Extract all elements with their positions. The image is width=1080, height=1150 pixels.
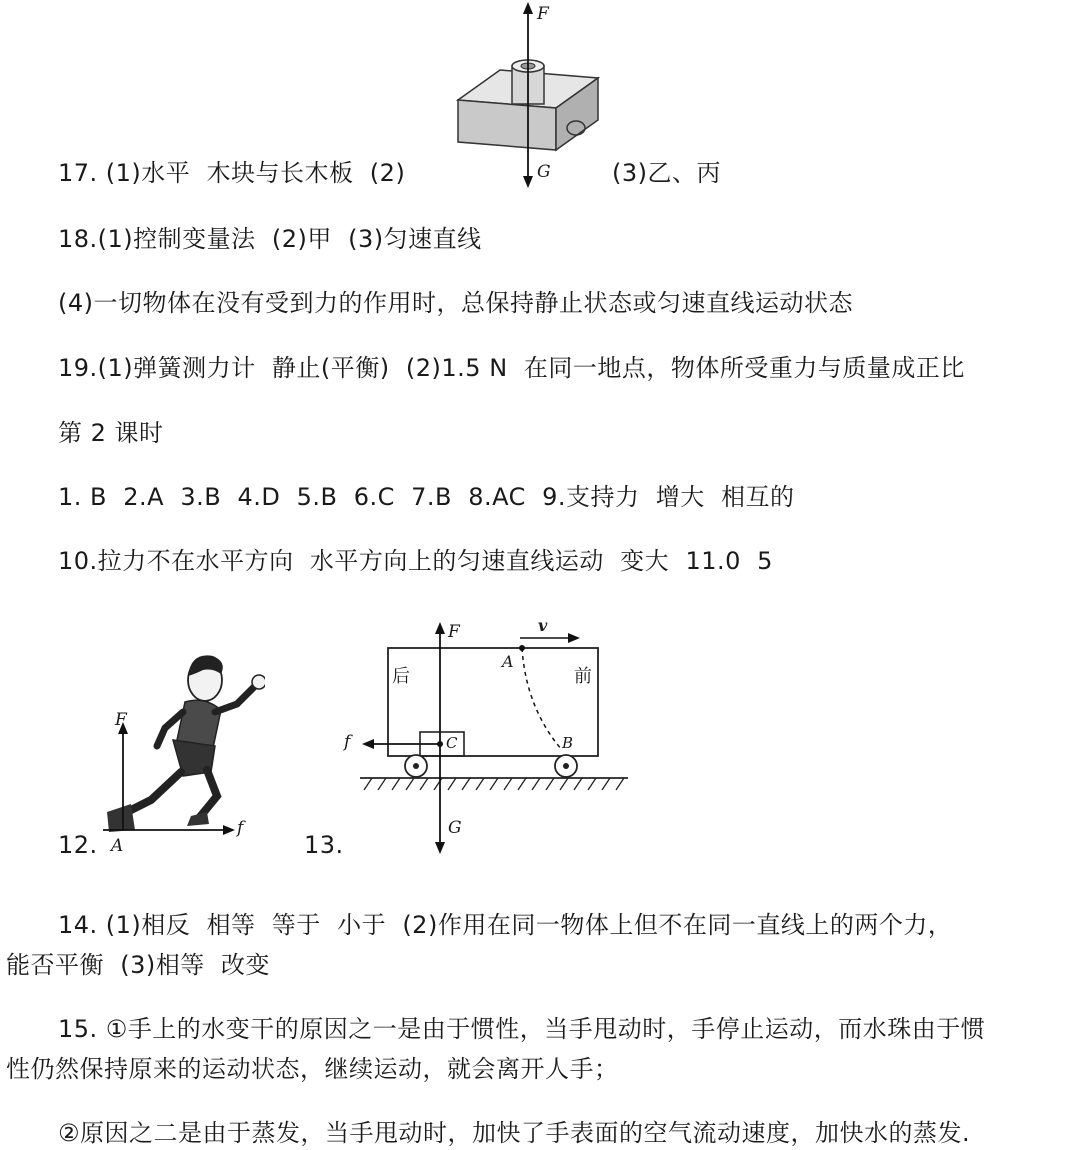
- answer-q12-label: 12.: [58, 831, 98, 859]
- figure-12-runner: [95, 640, 265, 855]
- answer-q15-line-1: 15. ①手上的水变干的原因之一是由于惯性，当手甩动时，手停止运动，而水珠由于惯: [58, 1015, 986, 1043]
- velocity-arrowhead: [568, 633, 580, 643]
- fig12-label-a: A: [111, 836, 124, 856]
- answer-q1-to-q9: 1. B 2.A 3.B 4.D 5.B 6.C 7.B 8.AC 9.支持力 增大 相互的: [58, 483, 795, 511]
- figure-13-cart: [340, 618, 640, 858]
- fig13-label-g: G: [448, 818, 462, 838]
- fig13-label-a: A: [502, 652, 514, 671]
- answer-q17-part-b: (3)乙、丙: [612, 159, 721, 187]
- runner-leg-front: [199, 770, 217, 818]
- runner-shoe-back: [107, 804, 135, 832]
- runner-fist: [252, 675, 265, 689]
- fig17-label-g: G: [537, 162, 551, 182]
- falling-path: [522, 648, 562, 750]
- answer-q14-line-2: 能否平衡 (3)相等 改变: [6, 951, 271, 979]
- fig17-label-f: F: [537, 4, 549, 24]
- answer-q19: 19.(1)弹簧测力计 静止(平衡) (2)1.5 N 在同一地点，物体所受重力与质量成正比: [58, 354, 965, 382]
- fig12-label-fric: f: [237, 818, 244, 838]
- block-front-face: [458, 100, 556, 150]
- figure-17-svg: [440, 0, 620, 190]
- fig13-label-c: C: [446, 734, 458, 752]
- answer-q14-line-1: 14. (1)相反 相等 等于 小于 (2)作用在同一物体上但不在同一直线上的两个力，: [58, 911, 953, 939]
- force-f-arrowhead: [523, 2, 533, 14]
- answer-q18: 18.(1)控制变量法 (2)甲 (3)匀速直线: [58, 225, 482, 253]
- figure-17-block: [440, 0, 620, 190]
- friction-arrowhead: [223, 825, 235, 835]
- force-f-arrowhead: [435, 622, 445, 634]
- section-heading-lesson-2: 第 2 课时: [58, 419, 164, 447]
- wheel-rear-hub: [413, 763, 419, 769]
- fig13-label-back: 后: [392, 666, 410, 687]
- ground-hatching: [364, 778, 624, 790]
- fig13-label-v: v: [538, 616, 548, 635]
- force-g-arrowhead: [435, 842, 445, 854]
- fig13-label-f: F: [448, 622, 460, 642]
- answer-q10-q11: 10.拉力不在水平方向 水平方向上的匀速直线运动 变大 11.0 5: [58, 547, 773, 575]
- friction-arrowhead: [362, 739, 374, 749]
- fig12-label-f: F: [115, 710, 127, 730]
- answer-q17-part-a: 17. (1)水平 木块与长木板 (2): [58, 159, 406, 187]
- runner-leg-back: [127, 772, 181, 812]
- wheel-front-hub: [563, 763, 569, 769]
- force-g-arrowhead: [523, 176, 533, 188]
- fig13-label-fric: f: [344, 732, 351, 752]
- fig13-label-front: 前: [574, 666, 592, 687]
- answer-q13-label: 13.: [304, 831, 344, 859]
- fig13-label-b: B: [562, 734, 574, 752]
- answer-q15-line-2: 性仍然保持原来的运动状态，继续运动，就会离开人手；: [6, 1055, 619, 1083]
- answer-q18-part-4: (4)一切物体在没有受到力的作用时，总保持静止状态或匀速直线运动状态: [58, 289, 853, 317]
- answer-q15-line-3: ②原因之二是由于蒸发，当手甩动时，加快了手表面的空气流动速度，加快水的蒸发.: [58, 1119, 971, 1147]
- figure-13-svg: [340, 618, 640, 858]
